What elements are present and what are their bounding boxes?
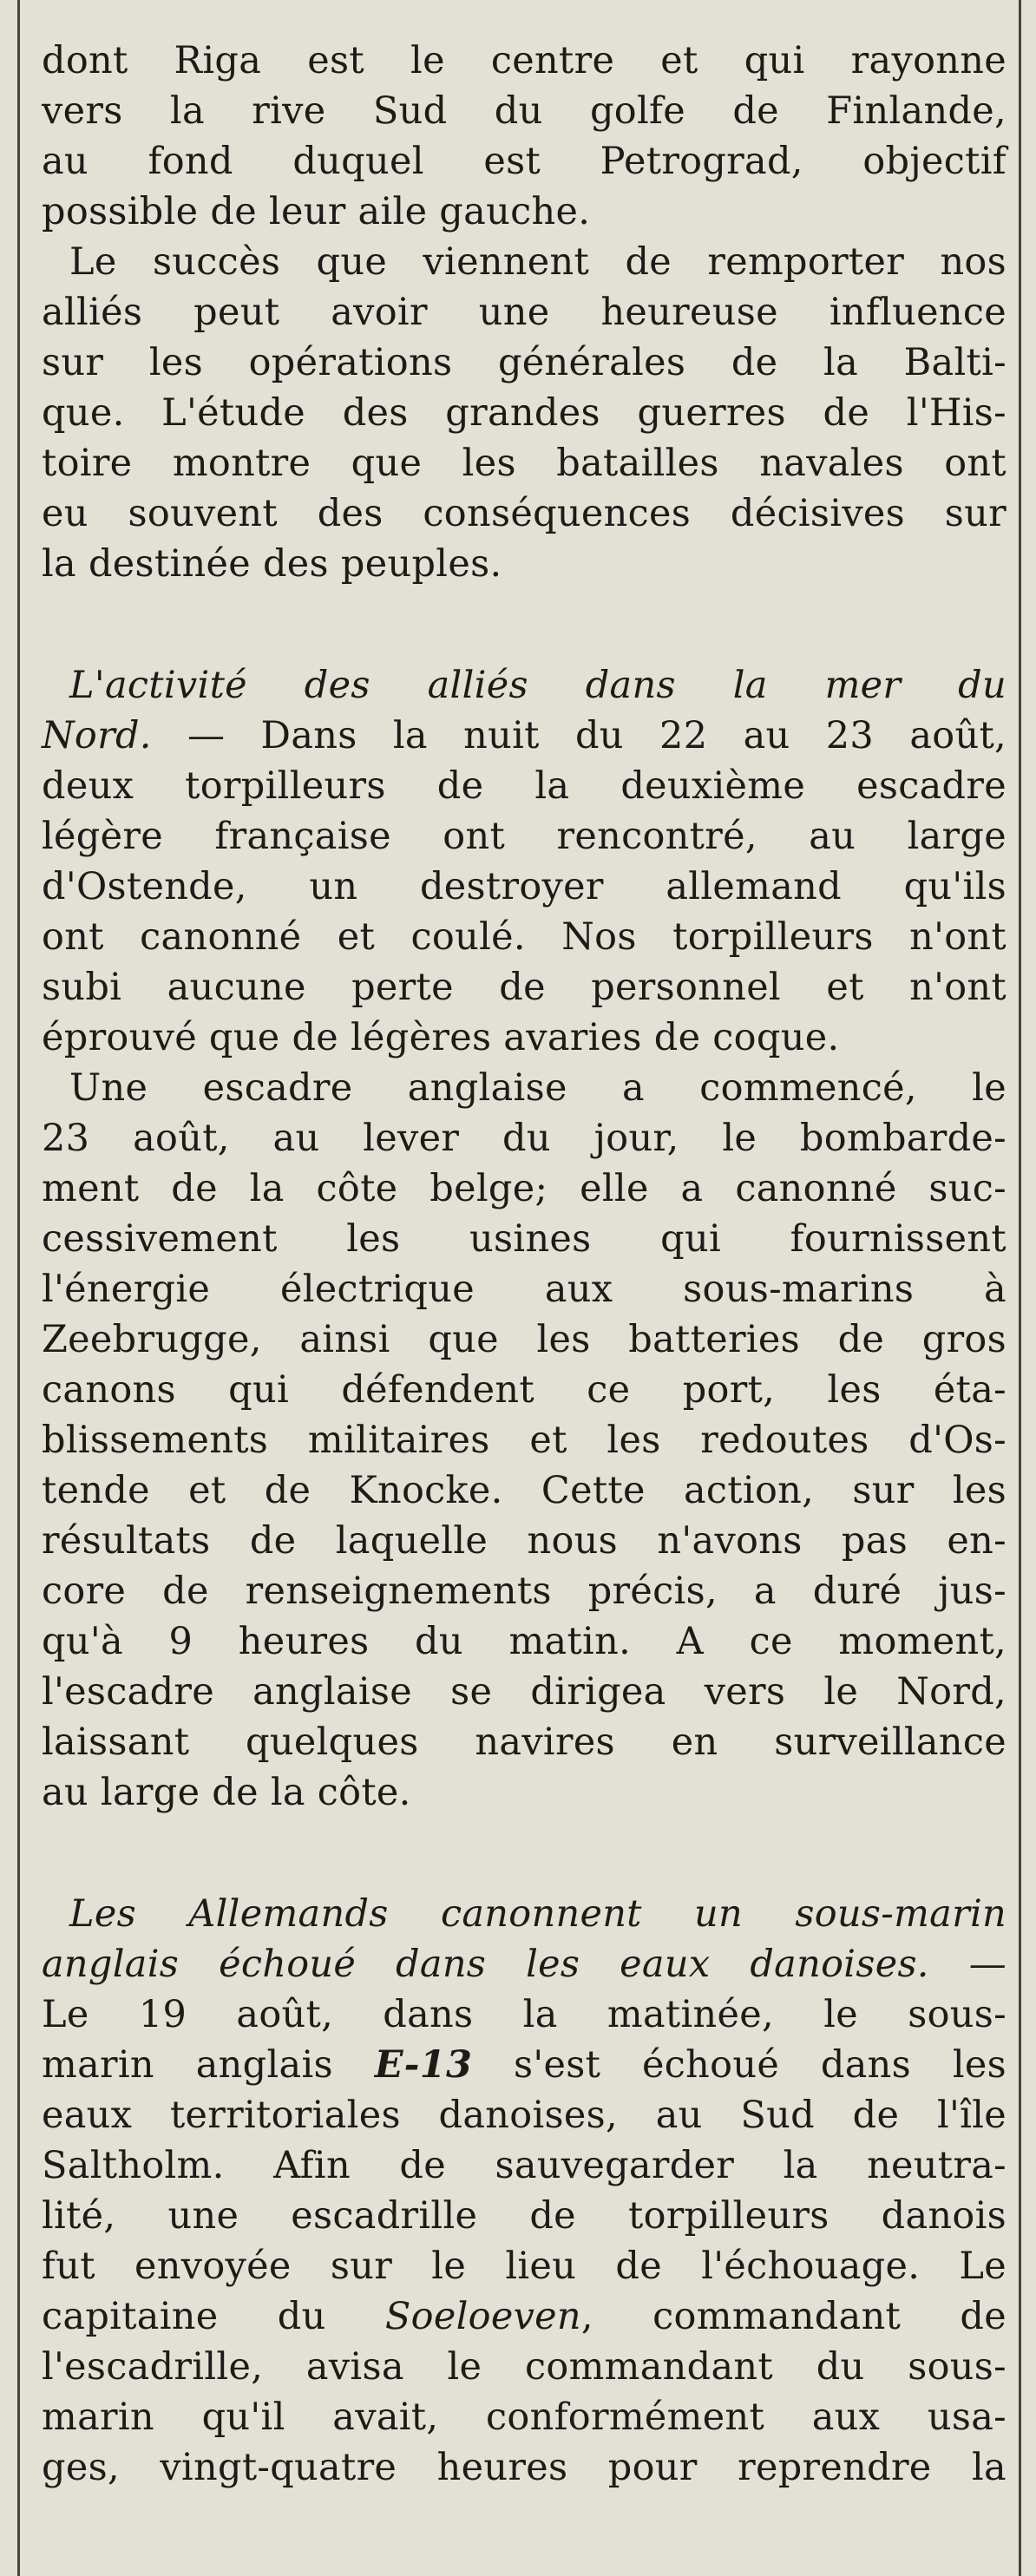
text-line: Zeebrugge, ainsi que les batteries de gros [42, 1318, 1006, 1361]
text-line: éprouvé que de légères avaries de coque. [42, 1016, 840, 1059]
text-line: deux torpilleurs de la deuxième escadre [42, 764, 1006, 808]
text-line: alliés peut avoir une heureuse influence [42, 291, 1006, 334]
text-line [42, 2291, 1006, 2343]
text-line: 23 août, au lever du jour, le bombarde- [42, 1117, 1006, 1160]
text-line: laissant quelques navires en surveillance [42, 1721, 1006, 1764]
text-line: tende et de Knocke. Cette action, sur les [42, 1469, 1006, 1512]
text-segment: capitaine du [42, 2295, 385, 2338]
text-line: dont Riga est le centre et qui rayonne [42, 39, 1006, 82]
text-line: la destinée des peuples. [42, 542, 502, 586]
section-heading-line: L'activité des alliés dans la mer du [69, 664, 1006, 707]
text-line: que. L'étude des grandes guerres de l'His- [42, 391, 1006, 435]
text-line: résultats de laquelle nous n'avons pas en- [42, 1519, 1006, 1563]
text-line: eaux territoriales danoises, au Sud de l'île [42, 2094, 1006, 2137]
text-line: légère française ont rencontré, au large [42, 815, 1006, 858]
text-line: d'Ostende, un destroyer allemand qu'ils [42, 865, 1006, 908]
text-line: toire montre que les batailles navales ont [42, 442, 1006, 485]
right-column-rule [1019, 0, 1021, 2576]
text-line: sur les opérations générales de la Balti- [42, 341, 1006, 384]
text-line: qu'à 9 heures du matin. A ce moment, [42, 1620, 1006, 1663]
text-line: subi aucune perte de personnel et n'ont [42, 966, 1006, 1009]
text-line: ment de la côte belge; elle a canonné suc- [42, 1167, 1006, 1210]
text-segment: marin anglais [42, 2043, 375, 2087]
text-line: lité, une escadrille de torpilleurs danois [42, 2194, 1006, 2238]
text-line: l'escadre anglaise se dirigea vers le Nord, [42, 1670, 1006, 1714]
text-line: eu souvent des conséquences décisives sur [42, 492, 1006, 535]
text-line: marin qu'il avait, conformément aux usa- [42, 2396, 1006, 2439]
text-line: vers la rive Sud du golfe de Finlande, [42, 89, 1006, 133]
submarine-name: E-13 [374, 2043, 473, 2087]
text-segment: s'est échoué dans les [472, 2043, 1006, 2087]
text-line: blissements militaires et les redoutes d'Os- [42, 1419, 1006, 1462]
ship-name: Soeloeven [384, 2295, 581, 2338]
text-line: au large de la côte. [42, 1771, 411, 1814]
text-line: Le 19 août, dans la matinée, le sous- [42, 1993, 1006, 2036]
text-segment: , commandant de [580, 2295, 1006, 2338]
text-line: Une escadre anglaise a commencé, le [69, 1066, 1006, 1110]
text-column [42, 0, 1006, 2576]
text-line: Le succès que viennent de remporter nos [69, 240, 1006, 284]
text-line: l'énergie électrique aux sous-marins à [42, 1268, 1006, 1311]
left-column-rule [17, 0, 20, 2576]
text-line: ges, vingt-quatre heures pour reprendre la [42, 2446, 1006, 2489]
text-segment: — Dans la nuit du 22 au 23 août, [151, 714, 1006, 757]
text-line: canons qui défendent ce port, les éta- [42, 1368, 1006, 1412]
text-line: Saltholm. Afin de sauvegarder la neutra- [42, 2144, 1006, 2187]
text-line: core de renseignements précis, a duré jus- [42, 1570, 1006, 1613]
text-line: possible de leur aile gauche. [42, 190, 591, 233]
section-heading-end: Nord. [42, 714, 152, 757]
text-line [42, 1938, 1006, 1990]
text-line: ont canonné et coulé. Nos torpilleurs n'ont [42, 915, 1006, 959]
section-heading-end: anglais échoué dans les eaux danoises. — [42, 1943, 1006, 1986]
text-line: cessivement les usines qui fournissent [42, 1217, 1006, 1261]
text-line: au fond duquel est Petrograd, objectif [42, 140, 1006, 183]
text-line [42, 2039, 1006, 2091]
text-line [42, 710, 1006, 762]
section-heading-line: Les Allemands canonnent un sous-marin [69, 1892, 1006, 1936]
text-line: fut envoyée sur le lieu de l'échouage. Le [42, 2245, 1006, 2288]
text-line: l'escadrille, avisa le commandant du sous- [42, 2345, 1006, 2389]
